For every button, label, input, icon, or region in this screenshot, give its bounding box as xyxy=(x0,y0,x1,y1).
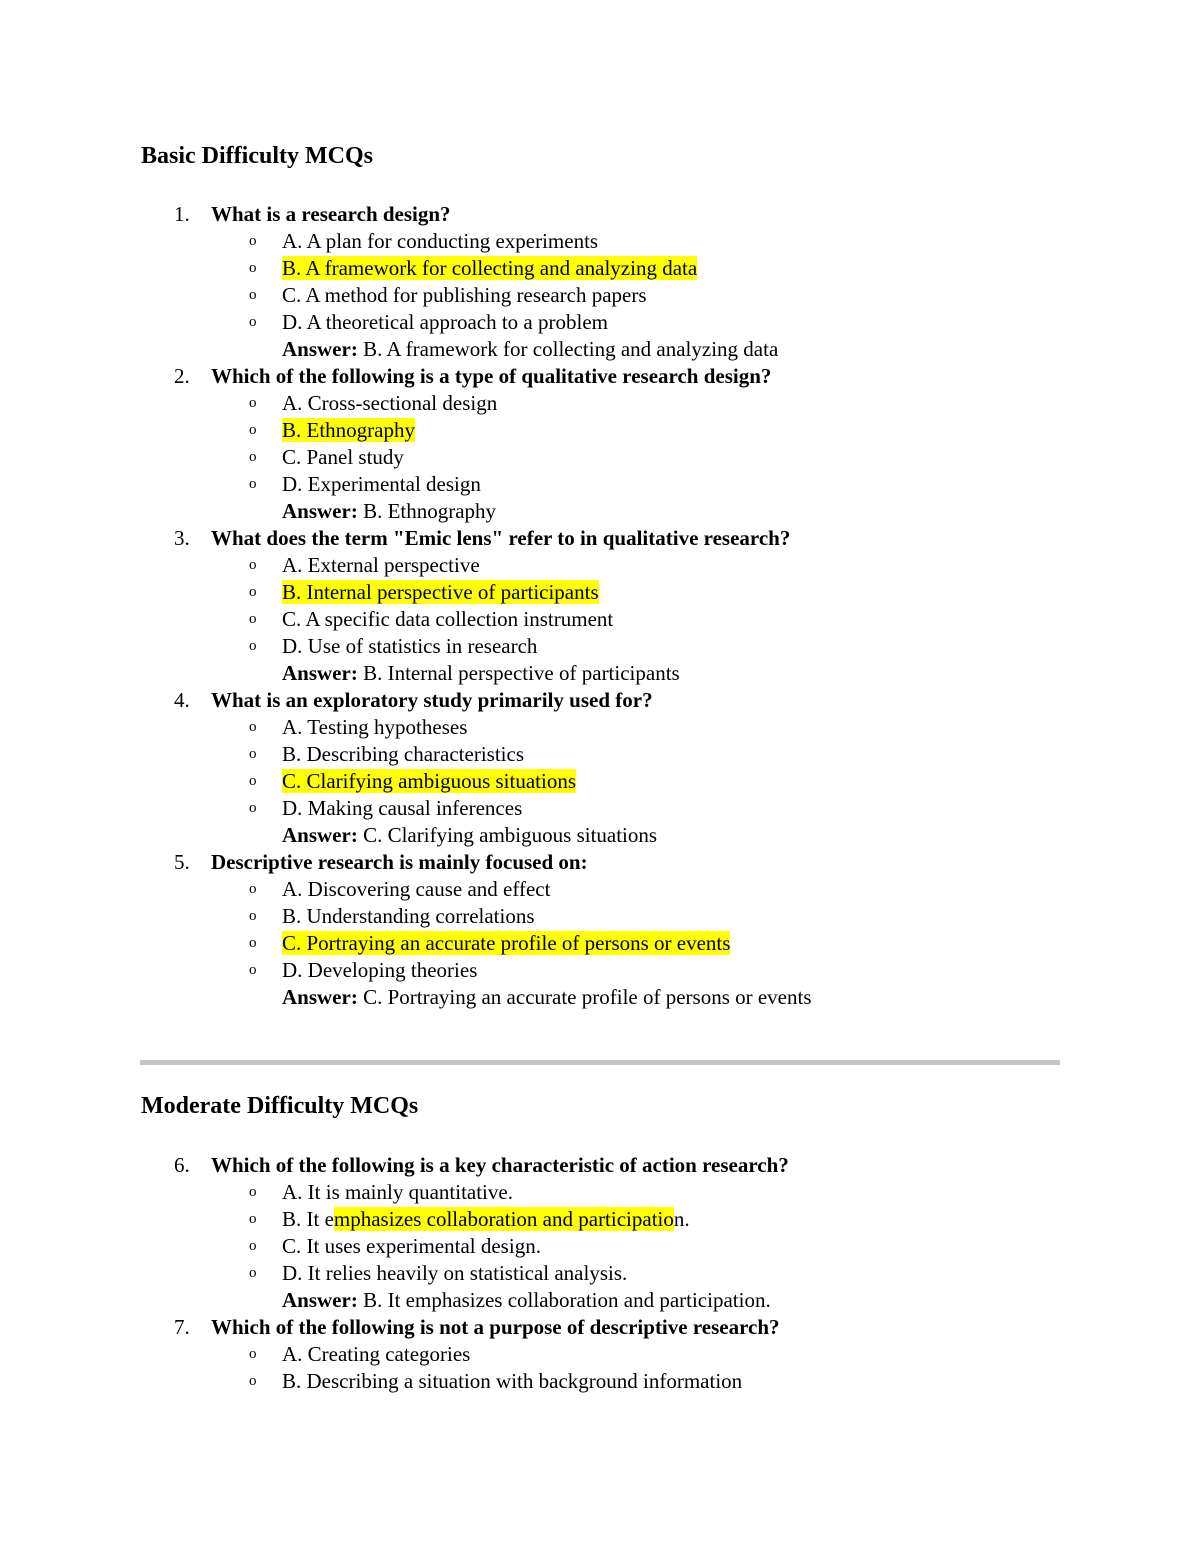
option-item xyxy=(0,714,1200,741)
question-text: Which of the following is a type of qualitative research design? xyxy=(211,364,772,388)
option-text xyxy=(282,417,415,444)
answer-line xyxy=(0,984,1200,1011)
bullet-icon: o xyxy=(249,1238,257,1254)
bullet-icon: o xyxy=(249,881,257,897)
answer-text xyxy=(282,498,496,525)
answer-line xyxy=(0,822,1200,849)
answer-text xyxy=(282,1287,771,1314)
question-number: 2. xyxy=(174,364,190,388)
section-heading-moderate: Moderate Difficulty MCQs xyxy=(141,1093,419,1119)
bullet-icon: o xyxy=(249,476,257,492)
bullet-icon: o xyxy=(249,935,257,951)
option-item xyxy=(0,228,1200,255)
highlighted-answer: C. Portraying an accurate profile of persons or events xyxy=(282,931,731,955)
bullet-icon: o xyxy=(249,1346,257,1362)
question-item xyxy=(0,1314,1200,1395)
question-number: 4. xyxy=(174,688,190,712)
option-item xyxy=(0,1260,1200,1287)
question-text: What is a research design? xyxy=(211,202,451,226)
answer-text xyxy=(282,336,778,363)
option-text: A. Testing hypotheses xyxy=(282,715,468,739)
bullet-icon: o xyxy=(249,314,257,330)
option-text: C. A method for publishing research papers xyxy=(282,283,647,307)
option-text: C. It uses experimental design. xyxy=(282,1234,541,1258)
option-item xyxy=(0,876,1200,903)
answer-label: Answer: xyxy=(282,337,358,361)
option-text: A. A plan for conducting experiments xyxy=(282,229,599,253)
answer-line xyxy=(0,336,1200,363)
bullet-icon: o xyxy=(249,557,257,573)
answer-value: B. Ethnography xyxy=(357,499,497,523)
option-text: D. Experimental design xyxy=(282,472,481,496)
option-item xyxy=(0,1341,1200,1368)
bullet-icon: o xyxy=(249,1373,257,1389)
option-text: D. Developing theories xyxy=(282,958,478,982)
option-text xyxy=(282,930,730,957)
option-text: B. Describing characteristics xyxy=(282,742,524,766)
option-item xyxy=(0,552,1200,579)
option-item xyxy=(0,633,1200,660)
option-text: D. Making causal inferences xyxy=(282,796,523,820)
option-item xyxy=(0,741,1200,768)
question-line xyxy=(0,363,1200,390)
bullet-icon: o xyxy=(249,449,257,465)
option-text xyxy=(282,1206,690,1233)
answer-label: Answer: xyxy=(282,661,358,685)
question-line xyxy=(0,849,1200,876)
option-text xyxy=(282,768,576,795)
bullet-icon: o xyxy=(249,908,257,924)
question-text: What is an exploratory study primarily used for? xyxy=(211,688,653,712)
question-list-moderate xyxy=(0,1152,1200,1395)
question-line xyxy=(0,1152,1200,1179)
answer-value: B. It emphasizes collaboration and participation. xyxy=(357,1288,771,1312)
option-text: A. Discovering cause and effect xyxy=(282,877,551,901)
option-item xyxy=(0,795,1200,822)
question-text: Descriptive research is mainly focused on: xyxy=(211,850,588,874)
answer-label: Answer: xyxy=(282,823,358,847)
option-text: A. Creating categories xyxy=(282,1342,471,1366)
question-item xyxy=(0,849,1200,1011)
question-item xyxy=(0,363,1200,525)
option-item xyxy=(0,903,1200,930)
option-item xyxy=(0,1206,1200,1233)
bullet-icon: o xyxy=(249,287,257,303)
bullet-icon: o xyxy=(249,773,257,789)
answer-line xyxy=(0,1287,1200,1314)
option-item xyxy=(0,606,1200,633)
bullet-icon: o xyxy=(249,719,257,735)
answer-line xyxy=(0,498,1200,525)
question-item xyxy=(0,525,1200,687)
option-item xyxy=(0,417,1200,444)
answer-label: Answer: xyxy=(282,499,358,523)
option-text: A. It is mainly quantitative. xyxy=(282,1180,513,1204)
bullet-icon: o xyxy=(249,1184,257,1200)
option-text: C. Panel study xyxy=(282,445,404,469)
bullet-icon: o xyxy=(249,800,257,816)
answer-label: Answer: xyxy=(282,985,358,1009)
question-item xyxy=(0,201,1200,363)
highlighted-answer: B. A framework for collecting and analyzing data xyxy=(282,256,698,280)
question-number: 1. xyxy=(174,202,190,226)
question-text: What does the term "Emic lens" refer to in qualitative research? xyxy=(211,526,791,550)
answer-line xyxy=(0,660,1200,687)
option-text: B. Describing a situation with background information xyxy=(282,1369,743,1393)
bullet-icon: o xyxy=(249,638,257,654)
question-list-basic xyxy=(0,201,1200,1011)
question-number: 7. xyxy=(174,1315,190,1339)
option-text xyxy=(282,579,599,606)
option-item xyxy=(0,957,1200,984)
answer-label: Answer: xyxy=(282,1288,358,1312)
question-item xyxy=(0,687,1200,849)
option-item xyxy=(0,1368,1200,1395)
question-line xyxy=(0,201,1200,228)
bullet-icon: o xyxy=(249,233,257,249)
option-item xyxy=(0,282,1200,309)
bullet-icon: o xyxy=(249,260,257,276)
option-item xyxy=(0,390,1200,417)
option-item xyxy=(0,930,1200,957)
question-text: Which of the following is a key characteristic of action research? xyxy=(211,1153,789,1177)
bullet-icon: o xyxy=(249,422,257,438)
option-text xyxy=(282,255,697,282)
answer-text xyxy=(282,660,680,687)
option-text: D. A theoretical approach to a problem xyxy=(282,310,608,334)
option-item xyxy=(0,1233,1200,1260)
answer-value: C. Clarifying ambiguous situations xyxy=(357,823,658,847)
question-number: 3. xyxy=(174,526,190,550)
option-item xyxy=(0,579,1200,606)
bullet-icon: o xyxy=(249,584,257,600)
answer-text xyxy=(282,822,657,849)
answer-text xyxy=(282,984,812,1011)
question-line xyxy=(0,1314,1200,1341)
answer-value: C. Portraying an accurate profile of persons or events xyxy=(357,985,812,1009)
option-item xyxy=(0,255,1200,282)
option-text: A. Cross-sectional design xyxy=(282,391,498,415)
option-text: C. A specific data collection instrument xyxy=(282,607,614,631)
option-text: D. It relies heavily on statistical analysis. xyxy=(282,1261,628,1285)
question-line xyxy=(0,687,1200,714)
bullet-icon: o xyxy=(249,1265,257,1281)
question-number: 6. xyxy=(174,1153,190,1177)
option-item xyxy=(0,309,1200,336)
highlighted-answer: mphasizes collaboration and participatio xyxy=(333,1207,674,1231)
bullet-icon: o xyxy=(249,746,257,762)
section-divider xyxy=(140,1060,1060,1065)
option-text: D. Use of statistics in research xyxy=(282,634,538,658)
bullet-icon: o xyxy=(249,1211,257,1227)
bullet-icon: o xyxy=(249,611,257,627)
option-item xyxy=(0,444,1200,471)
highlighted-answer: B. Ethnography xyxy=(282,418,415,442)
option-item xyxy=(0,471,1200,498)
question-item xyxy=(0,1152,1200,1314)
question-number: 5. xyxy=(174,850,190,874)
bullet-icon: o xyxy=(249,962,257,978)
highlighted-answer: B. Internal perspective of participants xyxy=(282,580,599,604)
highlighted-answer: C. Clarifying ambiguous situations xyxy=(282,769,576,793)
bullet-icon: o xyxy=(249,395,257,411)
option-text-pre: B. It e xyxy=(282,1207,334,1231)
option-item xyxy=(0,768,1200,795)
answer-value: B. A framework for collecting and analyzing data xyxy=(357,337,779,361)
option-item xyxy=(0,1179,1200,1206)
option-text-post: n. xyxy=(673,1207,690,1231)
option-text: B. Understanding correlations xyxy=(282,904,535,928)
option-text: A. External perspective xyxy=(282,553,480,577)
question-line xyxy=(0,525,1200,552)
answer-value: B. Internal perspective of participants xyxy=(357,661,680,685)
question-text: Which of the following is not a purpose of descriptive research? xyxy=(211,1315,780,1339)
section-heading-basic: Basic Difficulty MCQs xyxy=(141,143,373,169)
